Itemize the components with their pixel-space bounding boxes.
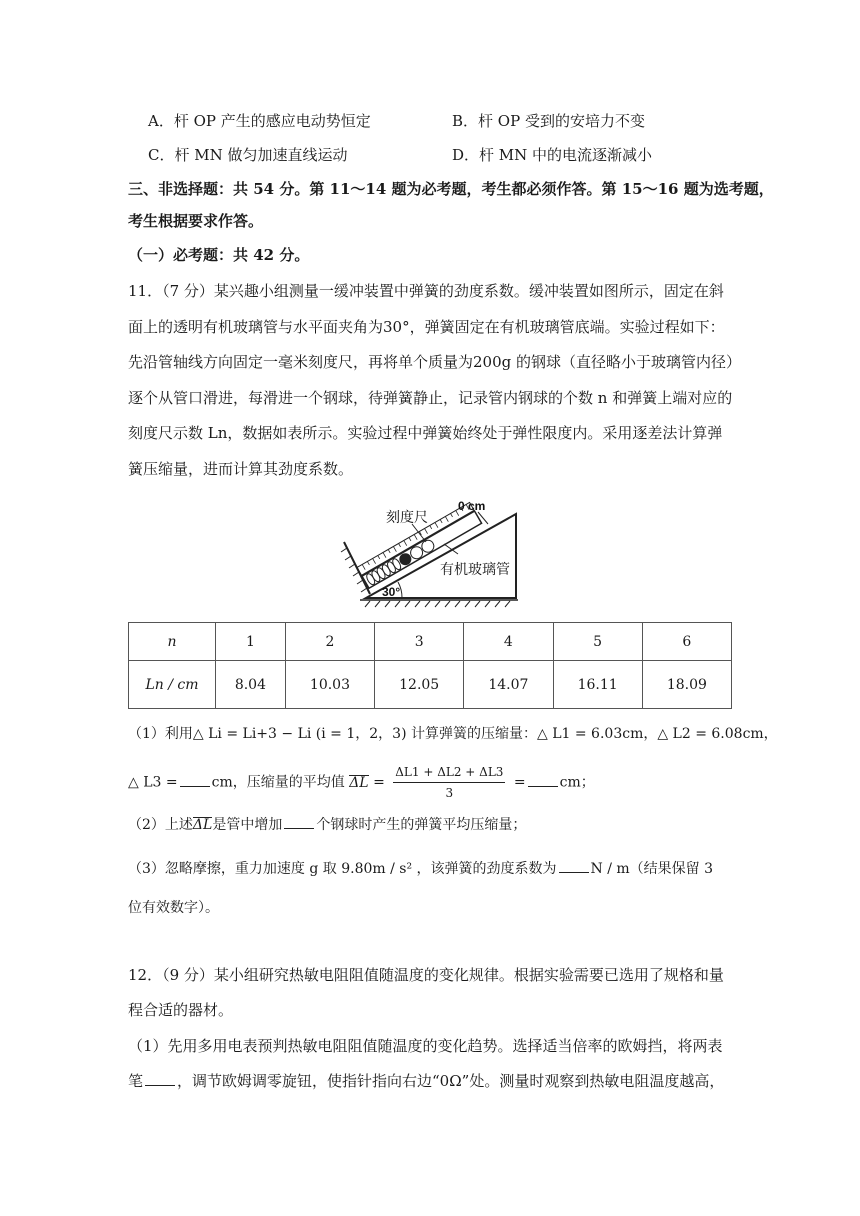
data-table	[128, 622, 732, 709]
q12-line: 程合适的器材。	[128, 1001, 234, 1019]
table-cell: 18.09	[642, 661, 731, 709]
q11-line: 簧压缩量，进而计算其劲度系数。	[128, 460, 354, 478]
fraction-denominator: 3	[445, 786, 454, 800]
option-d: D．杆 MN 中的电流逐渐减小	[452, 146, 653, 164]
q12-line-last	[128, 1071, 724, 1091]
equals-sign: =	[373, 774, 385, 791]
figure-label-angle: 30°	[382, 585, 401, 599]
section3-heading-cont: 考生根据要求作答。	[128, 212, 264, 230]
q11-part1-line2	[128, 762, 595, 803]
answer-blank	[284, 814, 314, 829]
answer-blank	[180, 772, 210, 787]
table-row	[129, 623, 732, 661]
option-a: A．杆 OP 产生的感应电动势恒定	[148, 112, 371, 130]
q12-text: ，调节欧姆调零旋钮，使指针指向右边“0Ω”处。测量时观察到热敏电阻温度越高，	[177, 1072, 725, 1090]
option-c: C．杆 MN 做匀加速直线运动	[148, 146, 348, 164]
table-cell: 6	[642, 623, 731, 661]
table-header-cell: Ln / cm	[129, 661, 216, 709]
section3-sub-heading: （一）必考题：共 42 分。	[128, 246, 310, 264]
avg-symbol: ΔL	[349, 774, 369, 791]
figure-label-zero: 0 cm	[458, 499, 486, 513]
q11-line: 11．（7 分）某兴趣小组测量一缓冲装置中弹簧的劲度系数。缓冲装置如图所示，固定在斜	[128, 282, 724, 300]
table-header-cell: n	[129, 623, 216, 661]
table-row	[129, 661, 732, 709]
figure-label-tube: 有机玻璃管	[440, 561, 510, 577]
answer-blank	[145, 1071, 175, 1086]
fraction-numerator: ΔL1 + ΔL2 + ΔL3	[393, 762, 505, 783]
q11-part1-text: cm；	[559, 774, 595, 791]
q11-part1-line: （1）利用△ Li = Li+3 − Li (i = 1，2，3) 计算弹簧的压缩量：△ L1 = 6.03cm，△ L2 = 6.08cm，	[128, 726, 778, 742]
answer-blank	[559, 858, 589, 873]
q11-part3-text: N / m（结果保留 3	[590, 861, 714, 877]
table-cell: 3	[375, 623, 464, 661]
q11-line: 面上的透明有机玻璃管与水平面夹角为30°，弹簧固定在有机玻璃管底端。实验过程如下：	[128, 318, 725, 336]
q11-line: 先沿管轴线方向固定一毫米刻度尺，再将单个质量为200g 的钢球（直径略小于玻璃管内径）	[128, 353, 742, 371]
figure-label-ruler: 刻度尺	[386, 509, 428, 525]
table-cell: 12.05	[375, 661, 464, 709]
equals-sign: =	[513, 774, 526, 791]
q11-part2-text: 个钢球时产生的弹簧平均压缩量；	[316, 817, 527, 833]
q11-part3-line	[128, 858, 713, 879]
q11-part2-text: （2）上述	[128, 817, 193, 833]
table-cell: 14.07	[464, 661, 553, 709]
average-fraction	[393, 762, 505, 803]
section3-heading: 三、非选择题：共 54 分。第 11～14 题为必考题，考生都必须作答。第 15～16 题为选考题，	[128, 180, 774, 198]
q11-part1-text: cm，压缩量的平均值	[211, 774, 345, 791]
table-cell: 2	[285, 623, 374, 661]
q11-line: 刻度尺示数 Ln，数据如表所示。实验过程中弹簧始终处于弹性限度内。采用逐差法计算弹	[128, 424, 723, 442]
answer-blank	[528, 772, 558, 787]
q11-part1-text: △ L3 =	[128, 774, 178, 791]
table-cell: 10.03	[285, 661, 374, 709]
avg-symbol: ΔL	[192, 817, 213, 833]
table-cell: 5	[553, 623, 642, 661]
buffer-device-figure	[340, 494, 520, 610]
table-cell: 16.11	[553, 661, 642, 709]
table-cell: 4	[464, 623, 553, 661]
table-cell: 1	[216, 623, 286, 661]
q11-line: 逐个从管口滑进，每滑进一个钢球，待弹簧静止，记录管内钢球的个数 n 和弹簧上端对应的	[128, 389, 733, 407]
table-cell: 8.04	[216, 661, 286, 709]
q12-line: 12．（9 分）某小组研究热敏电阻阻值随温度的变化规律。根据实验需要已选用了规格和量	[128, 966, 724, 984]
option-b: B．杆 OP 受到的安培力不变	[452, 112, 645, 130]
q12-line: （1）先用多用电表预判热敏电阻阻值随温度的变化趋势。选择适当倍率的欧姆挡，将两表	[128, 1037, 723, 1055]
q11-part2-line	[128, 814, 526, 835]
q11-part3-line2: 位有效数字）。	[128, 900, 219, 916]
q11-part2-text: 是管中增加	[212, 817, 283, 833]
q12-text: 笔	[128, 1072, 144, 1090]
q11-part3-text: （3）忽略摩擦，重力加速度 g 取 9.80m / s² ，该弹簧的劲度系数为	[128, 861, 557, 877]
